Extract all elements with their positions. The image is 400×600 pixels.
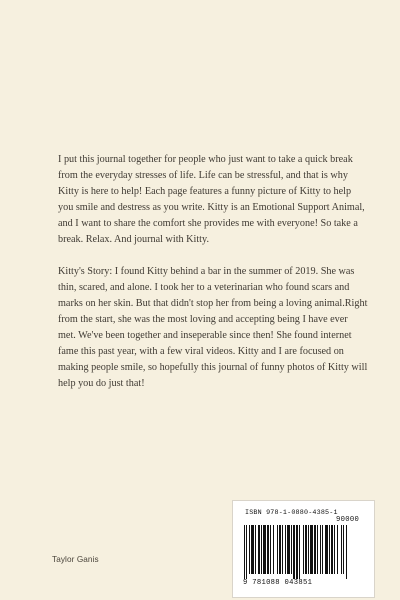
barcode-bar xyxy=(325,525,328,574)
barcode-bar xyxy=(285,525,286,574)
barcode-bar xyxy=(308,525,309,574)
barcode-bar xyxy=(334,525,335,574)
barcode-bar xyxy=(255,525,256,574)
intro-paragraph: I put this journal together for people who just want to take a quick break from the everyday stresses of life. Life can be stressful, and that is why Kitty is here to help! Each page features a funny picture of Kitty to help you smile and destress as you write. Kitty is an Emotional Support Animal, and I want to share the comfort she provides me with everyone! So take a break. Relax. And journal with Kitty. xyxy=(58,154,365,245)
barcode-bar xyxy=(299,525,300,579)
barcode-bar xyxy=(273,525,274,574)
isbn-text: ISBN 978-1-0880-4385-1 xyxy=(245,509,338,517)
barcode-bar xyxy=(277,525,278,574)
barcode-bar xyxy=(296,525,298,579)
barcode-bar xyxy=(282,525,283,574)
barcode-bar xyxy=(329,525,330,574)
barcode-bar xyxy=(341,525,342,574)
author-name: Taylor Ganis xyxy=(52,555,99,564)
isbn-barcode-box xyxy=(232,500,375,598)
barcode-bar xyxy=(291,525,292,574)
price-code: 90000 xyxy=(336,516,360,524)
kittys-story-paragraph: Kitty's Story: I found Kitty behind a bar in the summer of 2019. She was thin, scared, and alone. I took her to a veterinarian who found scars and marks on her skin. But that didn't stop her from being a loving animal.Right from the start, she was the most loving and accepting being I have ever met. We've been together and inseperable since then! She found internet fame this past year, with a few viral videos. Kitty and I are focused on making people smile, so hopefully this journal of funny photos of Kitty will help you do just that! xyxy=(58,266,368,389)
barcode-bar xyxy=(279,525,281,574)
barcode-bar xyxy=(251,525,254,574)
barcode-bar xyxy=(346,525,347,579)
barcode-bar xyxy=(317,525,318,574)
barcode-bar xyxy=(322,525,323,574)
barcode-bar xyxy=(320,525,321,574)
barcode-bars xyxy=(244,525,372,579)
barcode-bar xyxy=(263,525,266,574)
barcode-bar xyxy=(343,525,344,574)
barcode-bar xyxy=(246,525,247,579)
barcode-bar xyxy=(303,525,304,574)
barcode-bar xyxy=(270,525,271,574)
barcode-bar xyxy=(305,525,307,574)
barcode-bar xyxy=(293,525,295,579)
barcode-bar xyxy=(261,525,262,574)
barcode-bar xyxy=(310,525,313,574)
barcode-bar xyxy=(258,525,260,574)
barcode-bar xyxy=(287,525,290,574)
barcode-number: 9 781088 043851 xyxy=(243,579,313,587)
barcode-bar xyxy=(331,525,333,574)
barcode-bar xyxy=(249,525,250,574)
barcode-bar xyxy=(244,525,245,579)
barcode-bar xyxy=(267,525,269,574)
barcode-bar xyxy=(314,525,316,574)
barcode-bar xyxy=(337,525,338,574)
